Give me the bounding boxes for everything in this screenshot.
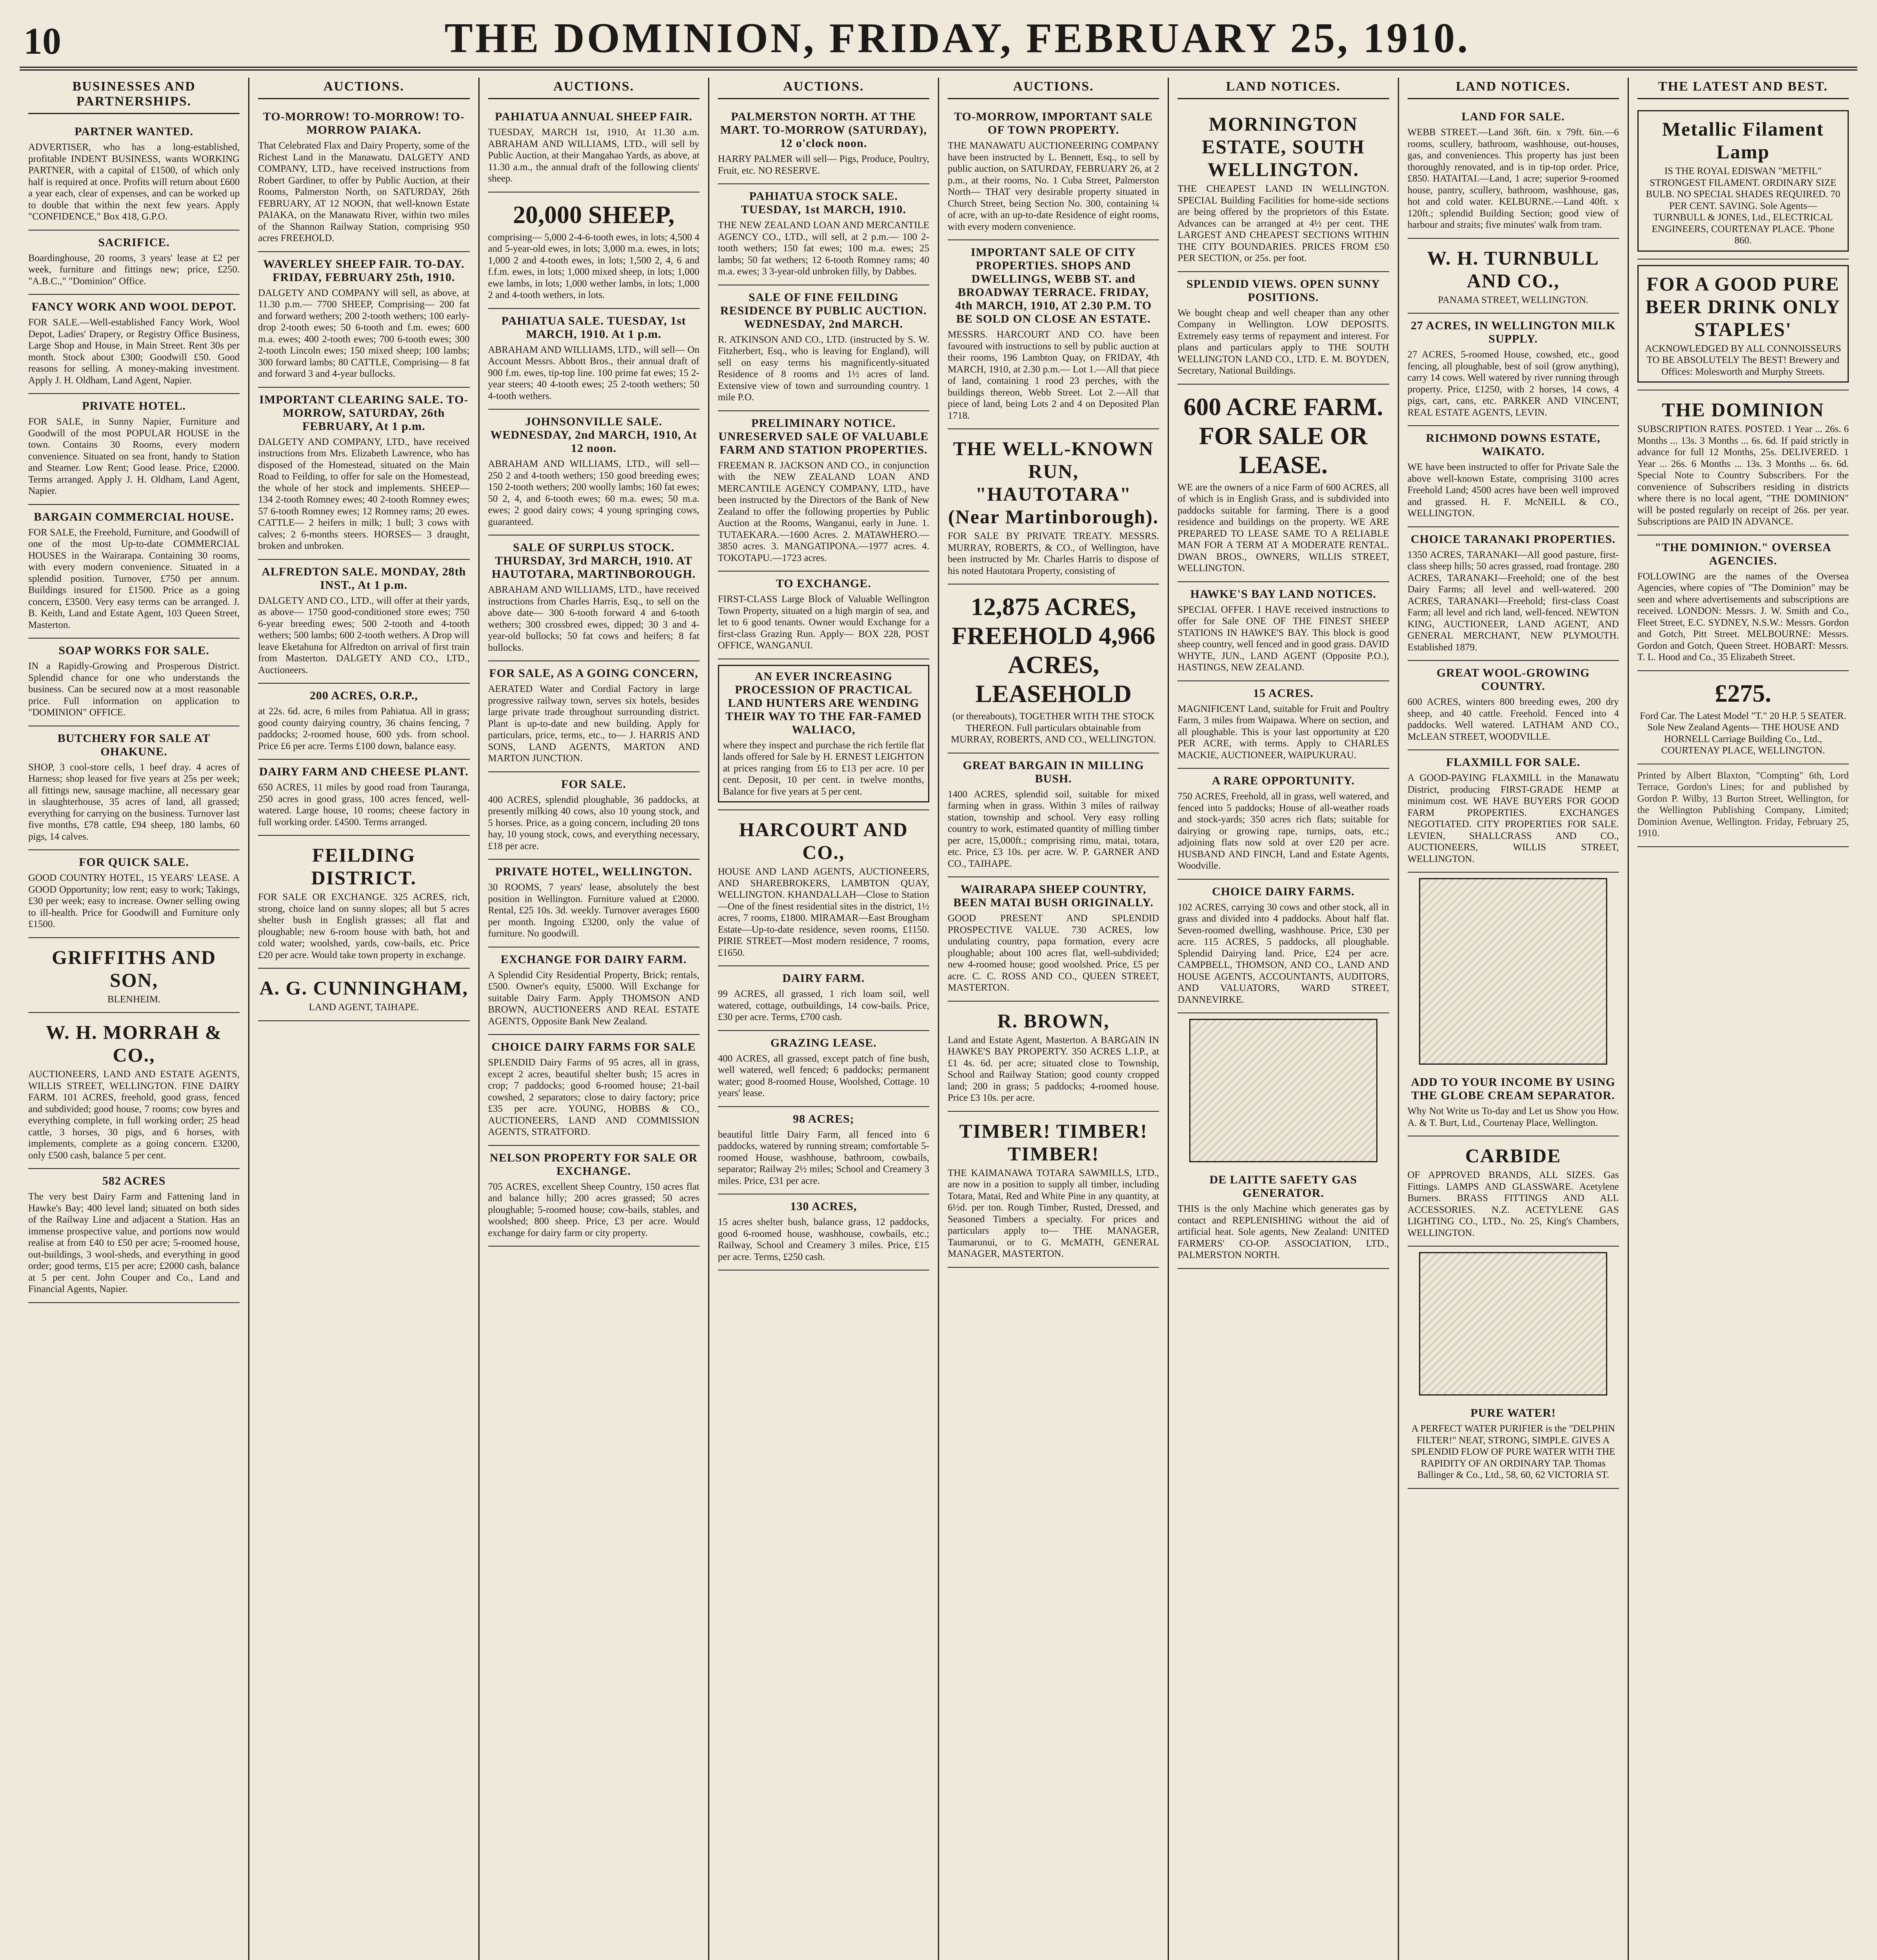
water-filter-illustration <box>1419 1252 1608 1396</box>
advertisement <box>28 295 240 394</box>
advertisement <box>1637 105 1849 260</box>
column-7 <box>1399 78 1629 1960</box>
ad-title: 98 ACRES; <box>793 1112 854 1125</box>
ad-body: BLENHEIM. <box>107 994 161 1005</box>
ad-body: MESSRS. HARCOURT AND CO. have been favoured with instructions to sell by public auction at their rooms, 196 Lambton Quay, on FRIDAY, 4th MARCH, 1910, at 2.30 p.m.— Lot 1.—All that piece of land, containing 1 rood 23 perches, with the buildings thereon, Webb Street. Lot 2.—All that piece of land, being Lots 2 and 4 on Deposited Plan 1718. <box>948 329 1159 421</box>
advertisement <box>258 969 469 1021</box>
column-8 <box>1629 78 1857 1960</box>
ad-title: TIMBER! TIMBER! TIMBER! <box>959 1120 1148 1165</box>
ad-body: WE are the owners of a nice Farm of 600 ACRES, all of which is in English Grass, and is subdivided into paddocks suitable for farming. There is a good residence and buildings on the property. WE ARE PREPARED TO LEASE SAME TO A RELIABLE MAN FOR A TERM AT A MODERATE RENTAL. DWAN BROS., OWNERS, WILLIS STREET, WELLINGTON. <box>1177 482 1389 573</box>
ad-body: comprising— 5,000 2-4-6-tooth ewes, in lots; 4,500 4 and 5-year-old ewes, in lots; 3,000 m.a. ewes, in lots; 1,000 2 and 4-tooth ewes, in lots; 1,500 2, 4, 6 and f.f.m. ewes, in lots; 1,000 mixed sheep, in lots; 1,000 ewe lambs, in lots; 1,000 wether lambs, in lots; 1,000 2 and 4-tooth wethers, in lots. <box>488 232 700 300</box>
ad-title: Metallic Filament Lamp <box>1662 118 1824 163</box>
ad-body: Why Not Write us To-day and Let us Show you How. A. & T. Burt, Ltd., Courtenay Place, Wellington. <box>1407 1106 1619 1128</box>
column-heading: LAND NOTICES. <box>1177 78 1389 99</box>
column-6 <box>1169 78 1399 1960</box>
advertisement <box>718 184 929 285</box>
advertisement <box>28 394 240 505</box>
ad-body: GOOD PRESENT AND SPLENDID PROSPECTIVE VALUE. 730 ACRES, low undulating country, papa formation, every acre ploughable; about 100 acres flat, well-subdivided; new 4-roomed house; good woolshed. Price, £5 per acre. C. C. ROSS AND CO., QUEEN STREET, MASTERTON. <box>948 913 1159 993</box>
advertisement <box>1408 527 1619 661</box>
ad-title: EXCHANGE FOR DAIRY FARM. <box>500 953 687 966</box>
ad-title: £275. <box>1715 679 1772 707</box>
ad-title: JOHNSONVILLE SALE. WEDNESDAY, 2nd MARCH, 1910, At 12 noon. <box>490 415 697 455</box>
ad-title: SALE OF FINE FEILDING RESIDENCE BY PUBLIC AUCTION. WEDNESDAY, 2nd MARCH. <box>720 290 927 330</box>
ad-title: GRAZING LEASE. <box>770 1036 877 1049</box>
advertisement <box>28 230 240 295</box>
advertisement <box>1177 385 1389 582</box>
ad-body: THE KAIMANAWA TOTARA SAWMILLS, LTD., are now in a position to supply all timber, including Totara, Matai, Red and White Pine in any quantity, at 6½d. per ton. Rough Timber, Rusted, Dressed, and Seasoned Timbers a specialty. For prices and particulars apply to— THE MANAGER, Taumarunui, or to G. McMATH, GENERAL MANAGER, MASTERTON. <box>948 1167 1159 1259</box>
advertisement <box>488 192 700 309</box>
ad-title: CHOICE TARANAKI PROPERTIES. <box>1410 532 1616 546</box>
ad-body: DALGETY AND CO., LTD., will offer at their yards, as above— 1750 good-conditioned store ewes; 750 6-year breeding ewes; 500 2-tooth and 4-tooth wethers; 500 lambs; 600 2-tooth wethers. A Drop will leave Eketahuna for Alfredton on arrival of first train from Masterton. DALGETY AND CO., LTD., Auctioneers. <box>258 595 470 675</box>
ad-title: PAHIATUA STOCK SALE. TUESDAY, 1st MARCH, 1910. <box>741 190 906 216</box>
ad-title: ALFREDTON SALE. MONDAY, 28th INST., At 1 p.m. <box>262 565 466 592</box>
ad-title: 20,000 SHEEP, <box>513 200 675 229</box>
ad-title: LAND FOR SALE. <box>1461 110 1565 123</box>
ad-body: 1350 ACRES, TARANAKI—All good pasture, first-class sheep hills; 50 acres grassed, road frontage. 280 ACRES, TARANAKI—Freehold; one of the best Dairy Farms; all level and well-watered. 200 ACRES, TARANAKI—Freehold; first-class Coast Farm; all level and rich land, well-fenced. NEWTON KING, AUCTIONEER, LAND AGENT, AND GENERAL MERCHANT, NEW PLYMOUTH. Established 1879. <box>1407 549 1619 653</box>
ad-title: RICHMOND DOWNS ESTATE, WAIKATO. <box>1426 432 1601 458</box>
advertisement <box>948 753 1159 878</box>
ad-body: ACKNOWLEDGED BY ALL CONNOISSEURS TO BE ABSOLUTELY The BEST! Brewery and Offices: Molesworth and Murphy Streets. <box>1645 343 1841 377</box>
ad-body: FREEMAN R. JACKSON AND CO., in conjunction with the NEW ZEALAND LOAN AND MERCANTILE AGENCY COMPANY, LTD., have been instructed by the Directors of the Bank of New Zealand to offer the following properties by Public Auction at the Rooms, Wanganui, early in June. 1. TUTAEKARA.—1600 Acres. 2. MATAWHERO.—3850 acres. 3. MANGATIPONA.—1977 acres. 4. TOKOTAPU.—1723 acres. <box>718 460 929 563</box>
ad-title: PRIVATE HOTEL. <box>82 399 186 412</box>
ad-body: 30 ROOMS, 7 years' lease, absolutely the best position in Wellington. Furniture valued at £2000. Rental, £25 10s. 3d. weekly. Turnover averages £600 per month. Ingoing £3200, only the value of furniture. No goodwill. <box>488 882 700 939</box>
ad-title: DAIRY FARM AND CHEESE PLANT. <box>259 765 469 778</box>
column-heading: LAND NOTICES. <box>1408 78 1619 99</box>
ad-title: PRIVATE HOTEL, WELLINGTON. <box>495 865 692 878</box>
ad-title: FEILDING DISTRICT. <box>311 844 417 889</box>
ad-body: SHOP, 3 cool-store cells, 1 beef dray. 4 acres of Harness; shop leased for five years at 25s per week; all fittings new, sausage machine, all necessary gear in slaughterhouse, 35 acres of land, all grassed; everything for carrying on the business. Turnover last five months, £78 cattle, £94 sheep, 180 lambs, 60 pigs, 14 calves. <box>28 762 240 842</box>
ad-title: DE LAITTE SAFETY GAS GENERATOR. <box>1209 1173 1357 1200</box>
advertisement <box>948 105 1159 240</box>
advertisement <box>718 1107 929 1195</box>
ad-body: 705 ACRES, excellent Sheep Country, 150 acres flat and balance hilly; 200 acres grassed; 50 acres ploughable; 5-roomed house; cow-bails, stables, and woolshed; 800 sheep. Price, £3 per acre. Would exchange for dairy farm or city property. <box>488 1181 700 1238</box>
advertisement <box>718 285 929 411</box>
ad-title: FLAXMILL FOR SALE. <box>1446 756 1581 769</box>
advertisement <box>1177 880 1389 1014</box>
advertisement <box>488 661 700 772</box>
cream-separator-illustration <box>1419 878 1608 1065</box>
advertisement <box>1637 671 1849 764</box>
ad-title: AN EVER INCREASING PROCESSION OF PRACTICAL LAND HUNTERS ARE WENDING THEIR WAY TO THE FAR-FAMED WALIACO, <box>725 670 922 736</box>
column-heading: BUSINESSES AND PARTNERSHIPS. <box>28 78 240 114</box>
ad-title: CHOICE DAIRY FARMS. <box>1212 885 1355 898</box>
page-title: THE DOMINION, FRIDAY, FEBRUARY 25, 1910. <box>444 15 1470 62</box>
ad-title: IMPORTANT CLEARING SALE. TO-MORROW, SATURDAY, 26th FEBRUARY, At 1 p.m. <box>259 393 469 433</box>
ad-title: FANCY WORK AND WOOL DEPOT. <box>31 300 236 313</box>
advertisement <box>258 105 469 252</box>
advertisement <box>488 105 700 192</box>
ad-body: SPECIAL OFFER. I HAVE received instructions to offer for Sale ONE OF THE FINEST SHEEP STATIONS IN HAWKE'S BAY. This block is good sheep country, well fenced and in good grass. DAVID WHYTE, JUN., LAND AGENT (Opposite P.O.), HASTINGS, NEW ZEALAND. <box>1177 604 1389 673</box>
ad-body: OF APPROVED BRANDS, ALL SIZES. Gas Fittings. LAMPS AND GLASSWARE. Acetylene Burners. BRASS FITTINGS AND ALL ACCESSORIES. N.Z. ACETYLENE GAS LIGHTING CO., LTD., No. 25, King's Chambers, WELLINGTON. <box>1407 1170 1619 1238</box>
column-1 <box>20 78 249 1960</box>
ad-body: 650 ACRES, 11 miles by good road from Tauranga, 250 acres in good grass, 100 acres fenced, well-watered. Large house, 10 rooms; cheese factory in full working order. £4500. Terms arranged. <box>258 782 470 828</box>
advertisement <box>28 938 240 1013</box>
ad-title: HAWKE'S BAY LAND NOTICES. <box>1190 587 1377 601</box>
advertisement <box>948 1112 1159 1268</box>
advertisement <box>948 1002 1159 1112</box>
ad-title: 130 ACRES, <box>790 1200 857 1213</box>
ad-body: HARRY PALMER will sell— Pigs, Produce, Poultry, Fruit, etc. NO RESERVE. <box>718 154 929 176</box>
ad-title: SPLENDID VIEWS. OPEN SUNNY POSITIONS. <box>1186 277 1380 304</box>
ad-body: PANAMA STREET, WELLINGTON. <box>1438 294 1589 305</box>
ad-body: HOUSE AND LAND AGENTS, AUCTIONEERS, AND SHAREBROKERS, LAMBTON QUAY, WELLINGTON. KHANDALLAH—Close to Station—One of the finest residential sites in the district, 1½ acres, 7 rooms, £1800. MIRAMAR—East Brougham Estate—Up-to-date residence, seven rooms, £1150. PIRIE STREET—Most modern residence, 7 rooms, £1650. <box>718 866 929 958</box>
ad-body: beautiful little Dairy Farm, all fenced into 6 paddocks, watered by running stream; comfortable 5-roomed House, washhouse, bathroom, cowbails, separator; Railway 2½ miles; School and Creamery 3 miles. Price, £31 per acre. <box>718 1129 929 1186</box>
advertisement <box>488 1146 700 1247</box>
advertisement <box>718 411 929 572</box>
advertisement <box>1408 1070 1619 1136</box>
advertisement <box>488 309 700 410</box>
ad-body: FOR SALE.—Well-established Fancy Work, Wool Depot, Ladies' Drapery, or Registry Office Business, Large Shop and House, in Main Street. Rent 30s per month. Stock about £300; Goodwill £50. Good reasons for selling. A money-making investment. Apply J. H. Oldham, Land Agent, Napier. <box>28 317 240 386</box>
ad-body: TUESDAY, MARCH 1st, 1910, At 11.30 a.m. ABRAHAM AND WILLIAMS, LTD., will sell by Public Auction, at their Mangahao Yards, as above, at 11.30 a.m., the annual draft of the following clients' sheep. <box>488 127 700 184</box>
ad-title: MORNINGTON ESTATE, SOUTH WELLINGTON. <box>1201 113 1365 180</box>
ad-body: ABRAHAM AND WILLIAMS, LTD., have received instructions from Charles Harris, Esq., to sell on the above date— 300 6-tooth forward 4 and 6-tooth wethers; 300 crossbred ewes, dipped; 30 3 and 4-year-old bullocks; 50 fat cows and heifers; 8 fat bullocks. <box>488 584 700 653</box>
column-5 <box>939 78 1169 1960</box>
ad-title: R. BROWN, <box>997 1009 1110 1032</box>
ad-body: 400 ACRES, all grassed, except patch of fine bush, well watered, well fenced; 6 paddocks; permanent water; good 8-roomed House, Woolshed, Cottage. 10 years' lease. <box>718 1053 929 1098</box>
column-heading: AUCTIONS. <box>258 78 469 99</box>
ad-body: Land and Estate Agent, Masterton. A BARGAIN IN HAWKE'S BAY PROPERTY. 350 ACRES L.I.P., at £1 4s. 6d. per acre; situated close to Township, School and Railway Station; good county cropped land; 200 in grass; 5 paddocks; 4-roomed house. Price £3 10s. per acre. <box>948 1034 1159 1103</box>
advertisement <box>718 572 929 659</box>
ad-title: PALMERSTON NORTH. AT THE MART. TO-MORROW (SATURDAY), 12 o'clock noon. <box>720 110 927 150</box>
advertisement <box>28 1013 240 1169</box>
advertisement <box>258 388 469 560</box>
advertisement <box>948 877 1159 1002</box>
ad-body: SPLENDID Dairy Farms of 95 acres, all in grass, except 2 acres, beautiful shelter bush; 15 acres in crop; 7 paddocks; good 6-roomed house; 21-bail cowshed, 2 separators; close to dairy factory; price £35 per acre. YOUNG, HOBBS & CO., AUCTIONEERS, LAND AND COMMISSION AGENTS, STRATFORD. <box>488 1057 700 1137</box>
advertisement <box>1637 764 1849 847</box>
gas-generator-illustration <box>1189 1019 1378 1162</box>
ad-title: 200 ACRES, O.R.P., <box>309 689 418 702</box>
column-heading: THE LATEST AND BEST. <box>1637 78 1849 99</box>
advertisement <box>718 659 929 811</box>
advertisement <box>28 1169 240 1303</box>
ad-body: SUBSCRIPTION RATES. POSTED. 1 Year ... 26s. 6 Months ... 13s. 3 Months ... 6s. 6d. If paid strictly in advance for full 12 Months, 25s. DELIVERED. 1 Year ... 26s. 6 Months ... 13s. 3 Months ... 6s. 6d. Special Note to Country Subscribers. For the convenience of Subscribers residing in districts where there is no local agent, "THE DOMINION" will be posted regularly on receipt of 26s. per year. Subscriptions are PAID IN ADVANCE. <box>1637 424 1849 527</box>
ad-title: 15 ACRES. <box>1253 686 1314 700</box>
column-heading: AUCTIONS. <box>488 78 700 99</box>
ad-body: DALGETY AND COMPANY will sell, as above, at 11.30 p.m.— 7700 SHEEP, Comprising— 200 fat and forward wethers; 200 2-tooth wethers; 100 early-drop 2-tooth ewes; 50 6-tooth and f.m. ewes; 600 m.a. ewes; 400 2-tooth ewes; 700 6-tooth ewes; 300 2-tooth Lincoln ewes; 150 mixed sheep; 100 lambs; 300 forward lambs; 80 CATTLE, Comprising— 8 fat and forward 3 and 4-year bullocks. <box>258 287 470 379</box>
advertisement <box>28 120 240 230</box>
ad-body: AUCTIONEERS, LAND AND ESTATE AGENTS, WILLIS STREET, WELLINGTON. FINE DAIRY FARM. 101 ACRES, freehold, good grass, fenced and subdivided; good house, 7 rooms; cow byres and everything complete, in full working order; 25 head cattle, 3 horses, 30 pigs, and 6 horses, with implements, complete as a going concern. £3200, only £500 cash, balance 5 per cent. <box>28 1069 240 1161</box>
ad-title: W. H. TURNBULL AND CO., <box>1427 247 1599 292</box>
ad-body: We bought cheap and well cheaper than any other Company in Wellington. LOW DEPOSITS. Extremely easy terms of repayment and interest. For plans and particulars apply to THE SOUTH WELLINGTON LAND CO., LTD. E. M. BOYDEN, Secretary, National Buildings. <box>1177 307 1389 376</box>
ad-body: THE CHEAPEST LAND IN WELLINGTON. SPECIAL Building Facilities for home-side sections are being offered by the proprietors of this Estate. Advances can be arranged at 4½ per cent. THE LARGEST AND CHEAPEST SECTIONS WITHIN THE CITY BOUNDARIES. PRICES FROM £50 PER SECTION, or 25s. per foot. <box>1177 183 1389 263</box>
ad-body: WE have been instructed to offer for Private Sale the above well-known Estate, comprising 3100 acres Freehold Land; 4500 acres have been well improved and grassed. H. F. McNEILL & CO., WELLINGTON. <box>1407 462 1619 519</box>
ad-body: 27 ACRES, 5-roomed House, cowshed, etc., good fencing, all ploughable, best of soil (grow anything), carry 14 cows. Well watered by river running through property. Price, £1250, with 2 horses, 14 cows, 4 pigs, cart, cans, etc. PARKER AND VINCENT, REAL ESTATE AGENTS, LEVIN. <box>1407 349 1619 418</box>
advertisement <box>258 760 469 836</box>
advertisement <box>1177 681 1389 769</box>
ad-body: DALGETY AND COMPANY, LTD., have received instructions from Mrs. Elizabeth Lawrence, who has disposed of the Homestead, situated on the Main Road to Feilding, to offer for sale on the Homestead, the whole of her stock and implements. SHEEP— 134 2-tooth Romney ewes; 40 2-tooth Romney ewes; 57 6-tooth Romney ewes; 12 Romney rams; 20 ewes. CATTLE— 2 heifers in milk; 1 bull; 3 cows with calves; 2 6-months steers. HORSES— 3 draught, broken and unbroken. <box>258 436 470 551</box>
ad-body: 15 acres shelter bush, balance grass, 12 paddocks, good 6-roomed house, washhouse, cowbails, etc.; Railway, School and Creamery 3 miles. Price, £15 per acre. Terms, £250 cash. <box>718 1217 929 1262</box>
ad-title: ADD TO YOUR INCOME BY USING THE GLOBE CREAM SEPARATOR. <box>1411 1076 1615 1102</box>
ad-title: FOR SALE, AS A GOING CONCERN, <box>489 667 698 680</box>
ad-body: ADVERTISER, who has a long-established, profitable INDENT BUSINESS, wants WORKING PARTNER, with a capital of £1500, of which only half is required at once. Profits will return about £600 a year each, clear of expenses, and can be worked up to double that within the next few years. Apply "CONFIDENCE," Box 418, G.P.O. <box>28 142 240 222</box>
ad-body: The very best Dairy Farm and Fattening land in Hawke's Bay; 400 level land; situated on both sides of the Railway Line and adjacent a Station. Has an immense prospective value, and portions now would realise at from £40 to £50 per acre; 5-roomed house, out-buildings, 3 wool-sheds, and everything in good order; good terms, £15 per acre; £2000 cash, balance at 5 per cent. John Couper and Co., Land and Financial Agents, Napier. <box>28 1191 240 1294</box>
ad-body: at 22s. 6d. acre, 6 miles from Pahiatua. All in grass; good county dairying country, 36 chains fencing, 7 paddocks; 2-roomed house, 600 yds. from school. Price £6 per acre. Terms £100 down, balance easy. <box>258 706 470 751</box>
ad-title: WAVERLEY SHEEP FAIR. TO-DAY. FRIDAY, FEBRUARY 25th, 1910. <box>263 257 465 284</box>
advertisement <box>258 252 469 388</box>
ad-title: NELSON PROPERTY FOR SALE OR EXCHANGE. <box>490 1151 698 1178</box>
advertisement <box>948 240 1159 429</box>
ad-title: 12,875 ACRES, FREEHOLD 4,966 ACRES, LEASEHOLD <box>952 593 1156 708</box>
advertisement <box>1408 426 1619 527</box>
advertisement <box>718 966 929 1031</box>
ad-title: WAIRARAPA SHEEP COUNTRY, BEEN MATAI BUSH ORIGINALLY. <box>953 883 1154 909</box>
ad-title: BUTCHERY FOR SALE AT OHAKUNE. <box>57 731 211 758</box>
ad-title: BARGAIN COMMERCIAL HOUSE. <box>34 510 234 523</box>
ad-body: Ford Car. The Latest Model "T." 20 H.P. 5 SEATER. Sole New Zealand Agents— THE HOUSE AND HORNELL Carriage Building Co., Ltd., COURTENAY PLACE, WELLINGTON. <box>1640 710 1846 756</box>
ad-title: 600 ACRE FARM. FOR SALE OR LEASE. <box>1183 392 1383 479</box>
ad-body: A PERFECT WATER PURIFIER is the "DELPHIN FILTER!" NEAT, STRONG, SIMPLE. GIVES A SPLENDID FLOW OF PURE WATER WITH THE RAPIDITY OF AN ORDINARY TAP. Thomas Ballinger & Co., Ltd., 58, 60, 62 VICTORIA ST. <box>1411 1423 1615 1480</box>
ad-body: FOR SALE OR EXCHANGE. 325 ACRES, rich, strong, choice land on sunny slopes; all but 5 acres shelter bush in English grasses; all flat and ploughable; new 6-room house with bath, hot and cold water; woolshed, yards, cow-bails, etc. Price £20 per acre. Would take town property in exchange. <box>258 892 470 960</box>
ad-title: CARBIDE <box>1465 1145 1561 1167</box>
ad-title: TO-MORROW! TO-MORROW! TO-MORROW PAIAKA. <box>263 110 465 136</box>
ad-title: 27 ACRES, IN WELLINGTON MILK SUPPLY. <box>1410 319 1616 345</box>
ad-title: TO EXCHANGE. <box>776 577 871 590</box>
ad-body: 1400 ACRES, splendid soil, suitable for mixed farming when in grass. Within 3 miles of railway station, township and school. Very easy rolling country to work, estimated quantity of milling timber per acre, 15,000ft.; comprising rimu, matai, totara, etc. Price, £3 10s. per acre. W. P. GARNER AND CO., TAIHAPE. <box>948 789 1159 869</box>
advertisement <box>1637 390 1849 535</box>
advertisement <box>948 584 1159 753</box>
ad-body: GOOD COUNTRY HOTEL, 15 YEARS' LEASE. A GOOD Opportunity; low rent; easy to work; Takings, £30 per week; easy to increase. Owner selling owing to ill-health. Price for Goodwill and Furniture only £1500. <box>28 873 240 929</box>
advertisement <box>1177 105 1389 272</box>
ad-body: FOR SALE, in Sunny Napier, Furniture and Goodwill of the most POPULAR HOUSE in the town. Contains 30 Rooms, every modern convenience. Situated on sea front, handy to Station and Steamer. Low Rent; Good lease. Price, £2000. Terms arranged. Apply J. H. Oldham, Land Agent, Napier. <box>28 416 240 496</box>
advertisement <box>718 1194 929 1270</box>
ad-title: SALE OF SURPLUS STOCK. THURSDAY, 3rd MARCH, 1910. AT HAUTOTARA, MARTINBOROUGH. <box>491 541 696 581</box>
advertisement <box>488 860 700 947</box>
ad-body: (or thereabouts), TOGETHER WITH THE STOCK THEREON. Full particulars obtainable from MURRAY, ROBERTS, AND CO., WELLINGTON. <box>950 711 1156 745</box>
printer-imprint: Printed by Albert Blaxton, "Compting" 6th, Lord Terrace, Gordon's Lines; for and published by Gordon P. Wilby, 13 Burton Street, Wellington, for the Wellington Publishing Company, Limited; Dominion Avenue, Wellington. Friday, February 25, 1910. <box>1637 770 1849 838</box>
advertisement <box>488 535 700 661</box>
advertisement <box>718 1031 929 1107</box>
ad-body: where they inspect and purchase the rich fertile flat lands offered for Sale by H. ERNEST LEIGHTON at prices ranging from £6 to £13 per acre. 10 per cent. Deposit, 10 per cent. in twelve months, Balance for five years at 5 per cent. <box>723 740 924 797</box>
advertisement <box>1408 661 1619 750</box>
advertisement <box>1177 1168 1389 1269</box>
ad-title: W. H. MORRAH & CO., <box>45 1021 222 1066</box>
advertisement <box>1177 582 1389 681</box>
ad-body: ABRAHAM AND WILLIAMS, LTD., will sell— On Account Messrs. Abbott Bros., their annual draft of 900 f.m. ewes, tip-top line. 100 prime fat ewes; 15 2-year steers; 40 4-tooth ewes; 25 2-tooth wethers; 50 4-tooth wethers. <box>488 344 700 401</box>
ad-body: 400 ACRES, splendid ploughable, 36 paddocks, at presently milking 40 cows, also 10 young stock, and 5 horses. Price, as a going concern, including 20 tons hay, 10 young stock, cows, and everything necessary, £18 per acre. <box>488 794 700 851</box>
ad-title: DAIRY FARM. <box>782 972 865 985</box>
ad-body: Boardinghouse, 20 rooms, 3 years' lease at £2 per week, furniture and fittings new; price, £250. "A.B.C.," "Dominion" Office. <box>28 252 240 287</box>
advertisement <box>1408 750 1619 873</box>
advertisement <box>1408 239 1619 314</box>
ad-title: A. G. CUNNINGHAM, <box>259 977 469 999</box>
ad-title: SACRIFICE. <box>98 236 170 249</box>
ad-title: THE DOMINION <box>1662 399 1824 421</box>
ad-body: A GOOD-PAYING FLAXMILL in the Manawatu District, producing FIRST-GRADE HEMP at minimum cost. WE HAVE BUYERS FOR GOOD FARM PROPERTIES. EXCHANGES NEGOTIATED. CITY PROPERTIES FOR SALE. LEVIEN, SHALLCRASS AND CO., AUCTIONEERS, WILLIS STREET, WELLINGTON. <box>1407 773 1619 864</box>
ad-body: 750 ACRES, Freehold, all in grass, well watered, and fenced into 5 paddocks; House of all-weather roads and stock-yards; 350 acres rich flats; suitable for dairying or growing rape, turnips, oats, etc.; adjoining flats now sold at over £20 per acre. HUSBAND AND FINCH, Land and Estate Agents, Woodville. <box>1177 791 1389 871</box>
ad-body: AERATED Water and Cordial Factory in large progressive railway town, serves six hotels, besides large private trade throughout surrounding district. Plant is up-to-date and new building. Apply for particulars, price, terms, etc., to— J. HARRIS AND SONS, LAND AGENTS, MARTON AND MARTON JUNCTION. <box>488 684 700 764</box>
ad-title: PAHIATUA ANNUAL SHEEP FAIR. <box>495 110 692 123</box>
ad-body: MAGNIFICENT Land, suitable for Fruit and Poultry Farm, 3 miles from Waipawa. Where on section, and all ploughable. This is your last opportunity at £20 PER ACRE, with terms. Apply to CHARLES MACKIE, AUCTIONEER, WAIPUKURAU. <box>1177 703 1389 760</box>
column-3 <box>480 78 709 1960</box>
advertisement <box>1408 314 1619 426</box>
ad-title: THE WELL-KNOWN RUN, "HAUTOTARA" (Near Martinborough). <box>948 437 1159 528</box>
advertisement <box>1177 272 1389 385</box>
ad-body: WEBB STREET.—Land 36ft. 6in. x 79ft. 6in.—6 rooms, scullery, bathroom, washhouse, out-houses, gas, and conveniences. This property has just been thoroughly renovated, and is in tip-top order. Price, £850. HATAITAI.—Land, 1 acre; superior 9-roomed house, pantry, scullery, bathroom, washhouse, gas, hot and cold water. KELBURNE.—Land 40ft. x 120ft.; splendid Building Section; good view of harbour and straits; five minutes' walk from tram. <box>1407 127 1619 230</box>
columns <box>20 78 1857 1960</box>
ad-title: A RARE OPPORTUNITY. <box>1212 774 1355 787</box>
advertisement <box>258 560 469 684</box>
advertisement <box>948 429 1159 584</box>
ad-body: FOLLOWING are the names of the Oversea Agencies, where copies of "The Dominion" may be seen and where advertisements and subscriptions are received. LONDON: Messrs. J. W. Smith and Co., Fleet Street, E.C. SYDNEY, N.S.W.: Messrs. Gordon and Gotch, Pitt Street. MELBOURNE: Messrs. Gordon and Gotch, Queen Street. HOBART: Messrs. T. L. Hood and Co., 35 Elizabeth Street. <box>1637 571 1849 662</box>
masthead <box>20 16 1857 71</box>
ad-title: CHOICE DAIRY FARMS FOR SALE <box>491 1040 696 1053</box>
ad-body: That Celebrated Flax and Dairy Property, some of the Richest Land in the Manawatu. DALGETY AND COMPANY, LTD., have received instructions from Robert Gardiner, to offer by Public Auction, at their Rooms, Palmerston North, on SATURDAY, 26th FEBRUARY, AT 12 NOON, that well-known Estate PAIAKA, on the Manawatu River, within two miles of the Shannon Railway Station, comprising 950 acres FREEHOLD. <box>258 140 470 243</box>
column-heading: AUCTIONS. <box>718 78 929 99</box>
ad-body: A Splendid City Residential Property, Brick; rentals, £500. Owner's equity, £5000. Will Exchange for suitable Dairy Farm. Apply THOMSON AND BROWN, AUCTIONEERS AND REAL ESTATE AGENTS, Opposite Bank New Zealand. <box>488 969 700 1027</box>
ad-title: PAHIATUA SALE. TUESDAY, 1st MARCH, 1910. At 1 p.m. <box>501 314 686 341</box>
ad-title: GREAT WOOL-GROWING COUNTRY. <box>1436 666 1590 693</box>
ad-title: FOR QUICK SALE. <box>79 856 189 869</box>
advertisement <box>258 684 469 760</box>
ad-body: ABRAHAM AND WILLIAMS, LTD., will sell— 250 2 and 4-tooth wethers; 150 good breeding ewes; 150 2-tooth wethers; 200 woolly lambs; 160 fat ewes; 50 2, 4, and 6-tooth ewes; 60 m.a. ewes; 50 m.a. ewes; 2 good dairy cows; 4 young springing cows, guaranteed. <box>488 459 700 527</box>
advertisement <box>28 505 240 639</box>
ad-title: 582 ACRES <box>102 1174 166 1187</box>
advertisement <box>488 772 700 860</box>
ad-title: FOR SALE. <box>561 777 626 791</box>
ad-title: SOAP WORKS FOR SALE. <box>58 644 209 657</box>
advertisement <box>28 850 240 938</box>
ad-body: THE MANAWATU AUCTIONEERING COMPANY have been instructed by L. Bennett, Esq., to sell by public auction, on SATURDAY, FEBRUARY 26, at 2 p.m., at their rooms, No. 1 Cuba Street, Palmerston North— THAT very desirable property situated in Church Street, being Section No. 300, containing ¼ of acre, with an up-to-date Residence of eight rooms, with every modern convenience. <box>948 140 1159 232</box>
ad-title: GRIFFITHS AND SON, <box>52 946 216 991</box>
ad-body: 600 ACRES, winters 800 breeding ewes, 200 dry sheep, and 40 cattle. Freehold. Fenced into 4 paddocks. Well watered. LATHAM AND CO., McLEAN STREET, WOODVILLE. <box>1407 697 1619 742</box>
advertisement <box>28 639 240 726</box>
page-number: 10 <box>24 20 61 62</box>
ad-title: PRELIMINARY NOTICE. UNRESERVED SALE OF VALUABLE FARM AND STATION PROPERTIES. <box>718 416 929 456</box>
advertisement <box>28 726 240 851</box>
advertisement <box>258 836 469 969</box>
ad-body: FOR SALE BY PRIVATE TREATY. MESSRS. MURRAY, ROBERTS, & CO., of Wellington, have been instructed by Mr. Charles Harris to dispose of his noted Hautotara Property, consisting of <box>948 531 1159 576</box>
ad-body: IS THE ROYAL EDISWAN "METFIL" STRONGEST FILAMENT. ORDINARY SIZE BULB. NO SPECIAL SHADES REQUIRED. 70 PER CENT. SAVING. Sole Agents— TURNBULL & JONES, Ltd., ELECTRICAL ENGINEERS, COURTENAY PLACE. 'Phone 860. <box>1646 166 1841 246</box>
ad-body: FOR SALE, the Freehold, Furniture, and Goodwill of one of the most Up-to-date COMMERCIAL HOUSES in the Wairarapa. Containing 30 rooms, with every modern convenience. Situated in a splendid position. Turnover, £750 per annum. Buildings insured for £1500. Price as a going concern, £3500. Very easy terms can be arranged. J. B. Keith, Land and Estate Agent, 103 Queen Street, Masterton. <box>28 527 240 630</box>
ad-body: 99 ACRES, all grassed, 1 rich loam soil, well watered, cottage, outbuildings, 14 cow-bails. Price, £30 per acre. Terms, £700 cash. <box>718 989 929 1022</box>
ad-title: PARTNER WANTED. <box>74 125 194 138</box>
advertisement <box>488 947 700 1035</box>
ad-body: IN a Rapidly-Growing and Prosperous District. Splendid chance for one who understands the business. Can be secured now at a most reasonable price. Full information on application to "DOMINION" OFFICE. <box>28 661 240 718</box>
ad-title: HARCOURT AND CO., <box>739 818 908 863</box>
ad-body: FIRST-CLASS Large Block of Valuable Wellington Town Property, situated on a high margin of sea, and let to 6 good tenants. Owner would Exchange for a first-class Grazing Run. Apply— BOX 228, POST OFFICE, WANGANUI. <box>718 594 929 651</box>
advertisement <box>718 105 929 184</box>
ad-title: PURE WATER! <box>1470 1406 1556 1419</box>
ad-title: IMPORTANT SALE OF CITY PROPERTIES. SHOPS AND DWELLINGS, WEBB ST. and BROADWAY TERRACE. FRIDAY, 4th MARCH, 1910, AT 2.30 P.M. TO BE SOLD ON CLOSE AN ESTATE. <box>955 246 1152 325</box>
advertisement <box>1177 769 1389 880</box>
ad-title: FOR A GOOD PURE BEER DRINK ONLY STAPLES' <box>1645 272 1841 340</box>
ad-title: "THE DOMINION." OVERSEA AGENCIES. <box>1655 541 1832 567</box>
advertisement <box>718 810 929 966</box>
ad-title: GREAT BARGAIN IN MILLING BUSH. <box>963 759 1144 785</box>
advertisement <box>488 1035 700 1146</box>
advertisement <box>488 410 700 535</box>
ad-title: TO-MORROW, IMPORTANT SALE OF TOWN PROPERTY. <box>954 110 1153 136</box>
column-4 <box>709 78 939 1960</box>
ad-body: LAND AGENT, TAIHAPE. <box>309 1002 419 1013</box>
ad-body: THIS is the only Machine which generates gas by contact and REPLENISHING without the aid of artificial heat. Sole agents, New Zealand: UNITED FARMERS' CO-OP. ASSOCIATION, LTD., PALMERSTON NORTH. <box>1177 1203 1389 1260</box>
advertisement <box>1637 260 1849 391</box>
ad-body: R. ATKINSON AND CO., LTD. (instructed by S. W. Fitzherbert, Esq., who is leaving for England), will sell on easy terms his magnificently-situated Residence of 8 rooms and 1½ acres of land. Extensive view of town and surrounding country. 1 mile P.O. <box>718 334 929 403</box>
column-heading: AUCTIONS. <box>948 78 1159 99</box>
ad-body: 102 ACRES, carrying 30 cows and other stock, all in grass and divided into 4 paddocks. About half flat. Seven-roomed dwelling, washhouse. Price, £30 per acre. 115 ACRES, 5 paddocks, all ploughable. Splendid Dairying land. Price, £24 per acre. CAMPBELL, THOMSON, AND CO., LAND AND HOUSE AGENTS, ACCOUNTANTS, AUDITORS, AND VALUATORS, WARD STREET, DANNEVIRKE. <box>1177 902 1389 1005</box>
ad-body: THE NEW ZEALAND LOAN AND MERCANTILE AGENCY CO., LTD., will sell, at 2 p.m.— 100 2-tooth wethers; 150 fat ewes; 100 m.a. ewes; 25 lambs; 50 fat wethers; 12 6-tooth Romney rams; 40 m.a. ewes; 3 3-year-old unbroken filly, by Dabbes. <box>718 220 929 277</box>
advertisement <box>1408 1136 1619 1247</box>
advertisement <box>1637 535 1849 671</box>
advertisement <box>1408 105 1619 239</box>
advertisement <box>1408 1401 1619 1489</box>
column-2 <box>249 78 479 1960</box>
